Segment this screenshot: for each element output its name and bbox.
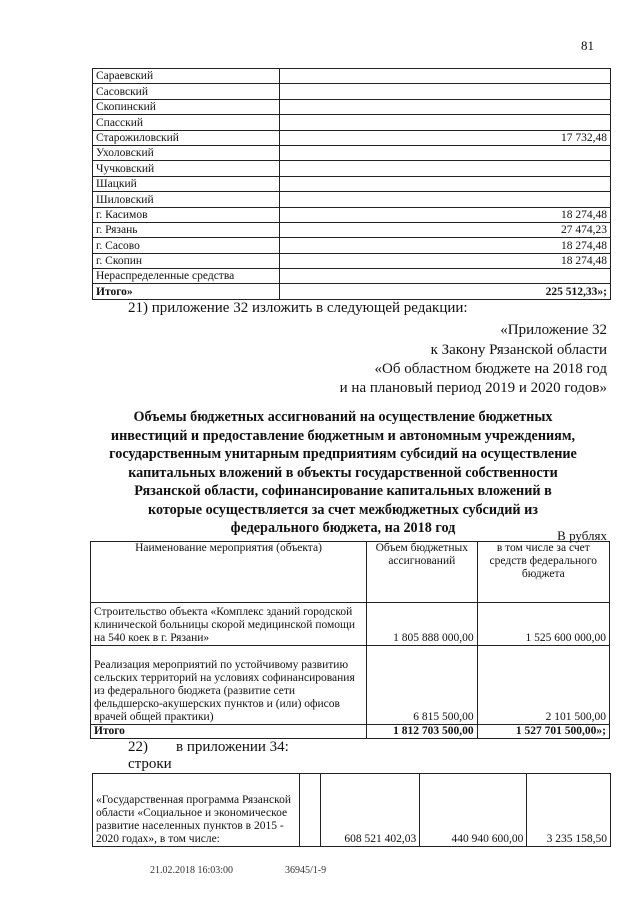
district-name: Старожиловский xyxy=(93,130,280,145)
district-name: г. Скопин xyxy=(93,253,280,268)
row-name: Строительство объекта «Комплекс зданий городской клинической больницы скорой медицинской помощи на 540 коек в г. Рязани» xyxy=(91,603,367,646)
investments-table xyxy=(90,541,610,739)
total-row xyxy=(93,284,611,299)
total-label: Итого» xyxy=(93,284,280,299)
district-name: г. Касимов xyxy=(93,207,280,222)
unit-label: В рублях xyxy=(557,528,607,543)
district-value: 17 732,48 xyxy=(280,130,611,145)
item-22-number: 22) xyxy=(128,739,148,755)
appendix-line-1: «Приложение 32 xyxy=(500,322,607,338)
header-federal: в том числе за счет средств федерального бюджета xyxy=(477,542,609,603)
district-value: 27 474,23 xyxy=(280,222,611,237)
district-row xyxy=(93,269,611,284)
district-row xyxy=(93,69,611,84)
district-value xyxy=(280,145,611,160)
appendix-line-2: к Закону Рязанской области xyxy=(430,342,607,358)
title-line: федерального бюджета, на 2018 год xyxy=(230,520,456,536)
appendix-line-4: и на плановый период 2019 и 2020 годов» xyxy=(339,380,607,396)
district-value xyxy=(280,69,611,84)
title-line: Объемы бюджетных ассигнований на осуществление бюджетных xyxy=(133,409,553,425)
item-22-text: в приложении 34: xyxy=(176,739,289,755)
title-line: которые осуществляется за счет межбюджетных субсидий из xyxy=(148,501,538,518)
district-value xyxy=(280,161,611,176)
title-line: государственным унитарным предприятиям субсидий на осуществление xyxy=(109,446,577,462)
district-row xyxy=(93,176,611,191)
program-name: «Государственная программа Рязанской области «Социальное и экономическое развитие населенных пунктов в 2015 - 2020 годах», в том числе: xyxy=(93,774,300,847)
title-line: инвестиций и предоставление бюджетным и автономным учреждениям, xyxy=(110,427,576,444)
row-volume: 1 805 888 000,00 xyxy=(366,603,477,646)
district-row xyxy=(93,161,611,176)
total-label: Итого xyxy=(91,725,367,739)
item-21: 21) приложение 32 изложить в следующей редакции: xyxy=(128,300,468,316)
district-name: Ухоловский xyxy=(93,145,280,160)
program-table xyxy=(92,773,611,847)
district-row xyxy=(93,238,611,253)
program-value-3: 3 235 158,50 xyxy=(527,774,611,847)
row-federal: 1 525 600 000,00 xyxy=(477,603,609,646)
header-name: Наименование мероприятия (объекта) xyxy=(91,542,367,603)
item-22-continuation: строки xyxy=(128,756,172,772)
program-value-2: 440 940 600,00 xyxy=(420,774,527,847)
row-volume: 6 815 500,00 xyxy=(366,646,477,725)
district-value xyxy=(280,99,611,114)
document-title xyxy=(82,408,604,538)
total-value: 225 512,33»; xyxy=(280,284,611,299)
district-row xyxy=(93,192,611,207)
program-value-1: 608 521 402,03 xyxy=(321,774,420,847)
page-number: 81 xyxy=(581,38,594,53)
district-value: 18 274,48 xyxy=(280,253,611,268)
district-row xyxy=(93,84,611,99)
district-value: 18 274,48 xyxy=(280,207,611,222)
empty-cell xyxy=(299,774,320,847)
row-name: Реализация мероприятий по устойчивому развитию сельских территорий на условиях софинансирования из федерального бюджета (развитие сети фельдшерско-акушерских пунктов и (или) офисов врачей общей практики) xyxy=(91,646,367,725)
district-row xyxy=(93,99,611,114)
district-row xyxy=(93,130,611,145)
district-row xyxy=(93,222,611,237)
district-name: г. Сасово xyxy=(93,238,280,253)
district-row xyxy=(93,207,611,222)
district-value xyxy=(280,84,611,99)
appendix-line-3: «Об областном бюджете на 2018 год xyxy=(374,361,607,377)
title-line: капитальных вложений в объекты государственной собственности xyxy=(128,464,558,481)
district-value xyxy=(280,115,611,130)
district-row xyxy=(93,145,611,160)
district-name: Сараевский xyxy=(93,69,280,84)
footer-code: 36945/1-9 xyxy=(285,865,327,876)
total-volume: 1 812 703 500,00 xyxy=(366,725,477,739)
district-name: Спасский xyxy=(93,115,280,130)
district-value: 18 274,48 xyxy=(280,238,611,253)
row-federal: 2 101 500,00 xyxy=(477,646,609,725)
district-name: Скопинский xyxy=(93,99,280,114)
districts-table xyxy=(92,68,611,300)
district-name: Шацкий xyxy=(93,176,280,191)
district-value xyxy=(280,192,611,207)
footer-datetime: 21.02.2018 16:03:00 xyxy=(150,865,234,876)
district-name: Чучковский xyxy=(93,161,280,176)
title-line: Рязанской области, софинансирование капитальных вложений в xyxy=(134,483,552,499)
district-value xyxy=(280,176,611,191)
header-volume: Объем бюджетных ассигнований xyxy=(366,542,477,603)
district-name: Шиловский xyxy=(93,192,280,207)
district-name: г. Рязань xyxy=(93,222,280,237)
district-row xyxy=(93,115,611,130)
district-name: Сасовский xyxy=(93,84,280,99)
district-name: Нераспределенные средства xyxy=(93,269,280,284)
district-value xyxy=(280,269,611,284)
total-federal: 1 527 701 500,00»; xyxy=(477,725,609,739)
district-row xyxy=(93,253,611,268)
